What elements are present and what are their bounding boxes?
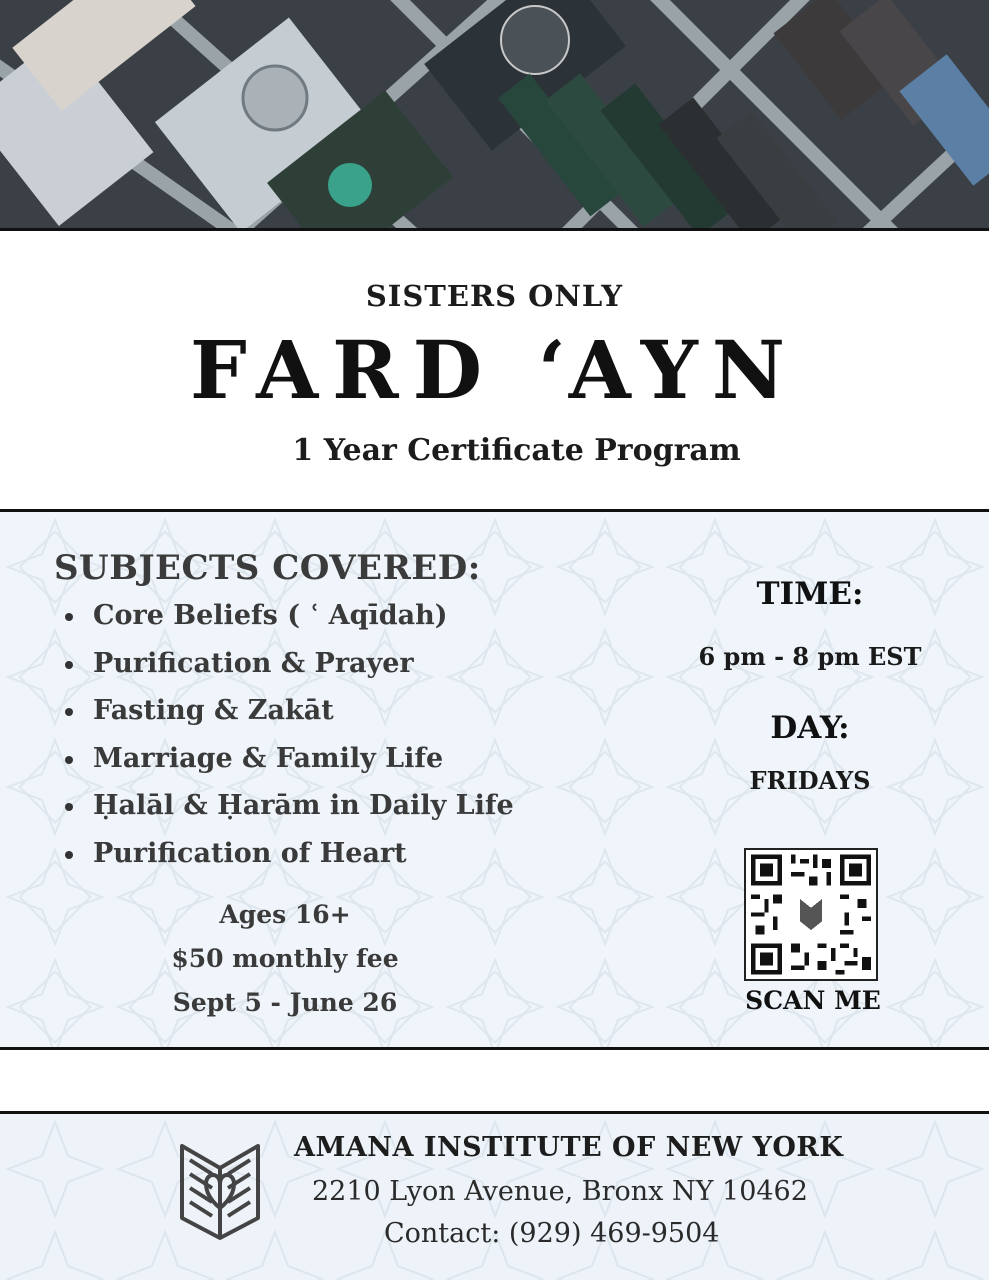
program-title: FARD ‘AYN bbox=[189, 323, 800, 417]
header-photo-bookshelf bbox=[0, 0, 989, 228]
list-item: Core Beliefs ( ʿ Aqīdah) bbox=[64, 598, 514, 646]
age-requirement: Ages 16+ bbox=[219, 900, 351, 929]
institute-address: 2210 Lyon Avenue, Bronx NY 10462 bbox=[312, 1176, 808, 1207]
qr-code[interactable] bbox=[744, 848, 878, 981]
list-item: Purification & Prayer bbox=[64, 646, 514, 694]
subjects-list bbox=[64, 598, 514, 883]
list-item: Fasting & Zakāt bbox=[64, 693, 514, 741]
divider-lower bbox=[0, 1047, 989, 1050]
qr-caption: SCAN ME bbox=[745, 986, 881, 1015]
list-item: Purification of Heart bbox=[64, 836, 514, 884]
info-panel bbox=[0, 512, 989, 1047]
program-subtitle: 1 Year Certificate Program bbox=[292, 433, 741, 468]
time-value: 6 pm - 8 pm EST bbox=[698, 642, 922, 671]
institute-name: AMANA INSTITUTE OF NEW YORK bbox=[294, 1132, 844, 1163]
footer bbox=[0, 1114, 989, 1280]
audience-label: SISTERS ONLY bbox=[365, 279, 624, 313]
subjects-heading: SUBJECTS COVERED: bbox=[54, 548, 481, 588]
day-value: FRIDAYS bbox=[749, 766, 871, 795]
qr-code-icon bbox=[746, 850, 876, 979]
contact-phone[interactable]: Contact: (929) 469-9504 bbox=[384, 1218, 720, 1249]
list-item: Marriage & Family Life bbox=[64, 741, 514, 789]
title-block bbox=[0, 231, 989, 509]
time-label: TIME: bbox=[756, 576, 864, 612]
list-item: Ḥalāl & Ḥarām in Daily Life bbox=[64, 788, 514, 836]
program-dates: Sept 5 - June 26 bbox=[172, 988, 398, 1017]
institute-logo-icon bbox=[176, 1138, 264, 1242]
day-label: DAY: bbox=[770, 710, 850, 746]
monthly-fee: $50 monthly fee bbox=[171, 944, 399, 973]
